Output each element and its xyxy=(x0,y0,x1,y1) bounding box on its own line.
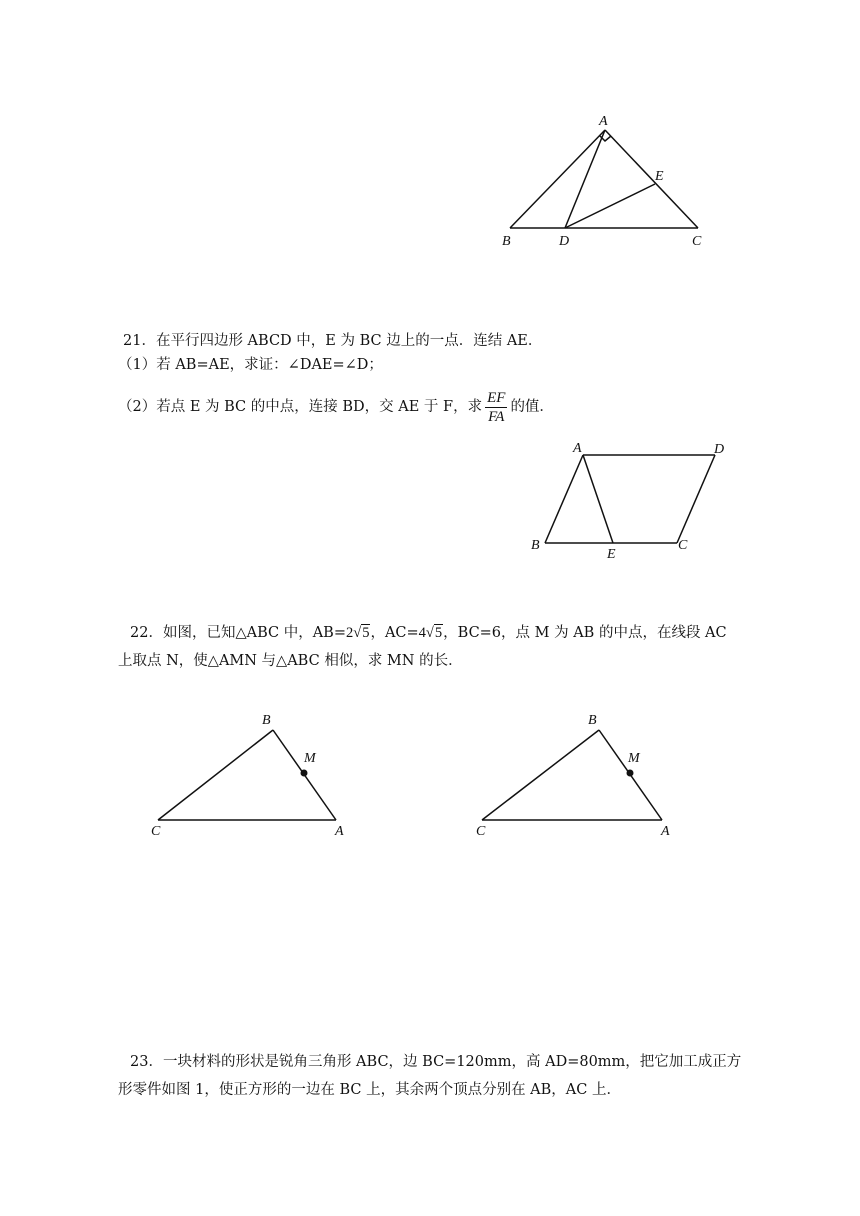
q22-line1 xyxy=(130,623,727,643)
q22-post: ，BC=6，点 M 为 AB 的中点，在线段 AC xyxy=(443,625,727,641)
figure-parallelogram-abcd xyxy=(525,437,735,562)
segment-ac xyxy=(605,130,698,228)
ac-radicand: 5 xyxy=(434,625,443,641)
q21-part2 xyxy=(118,384,554,430)
segment-ae xyxy=(583,455,613,543)
segment-de xyxy=(565,184,655,228)
q21-part2-pre: （2）若点 E 为 BC 的中点，连接 BD，交 AE 于 F，求 xyxy=(118,399,483,415)
point-m xyxy=(301,770,308,777)
label-m: M xyxy=(628,751,640,766)
point-m xyxy=(627,770,634,777)
segment-cb xyxy=(158,730,273,820)
q21-part2-post: 的值． xyxy=(510,399,554,415)
ac-coefficient: 4 xyxy=(418,625,426,641)
label-b: B xyxy=(531,538,540,553)
label-e: E xyxy=(607,547,616,562)
fraction-ef-fa xyxy=(485,389,507,426)
label-a: A xyxy=(599,114,608,129)
right-angle-mark xyxy=(600,136,611,141)
label-e: E xyxy=(655,169,664,184)
label-a: A xyxy=(661,824,670,839)
fraction-denominator: FA xyxy=(488,408,505,425)
label-c: C xyxy=(678,538,688,553)
q23-line2: 形零件如图 1，使正方形的一边在 BC 上，其余两个顶点分别在 AB，AC 上． xyxy=(118,1082,621,1098)
label-a: A xyxy=(573,441,582,456)
label-a: A xyxy=(335,824,344,839)
segment-ab xyxy=(545,455,583,543)
label-b: B xyxy=(502,234,511,249)
figure-triangle-abc-de xyxy=(495,108,715,253)
label-c: C xyxy=(692,234,702,249)
q22-line2: 上取点 N，使△AMN 与△ABC 相似，求 MN 的长． xyxy=(118,653,463,669)
figure-triangle-right xyxy=(472,708,682,843)
ab-coefficient: 2 xyxy=(345,625,354,641)
q22-pre: 22．如图，已知△ABC 中，AB= xyxy=(130,625,346,641)
ab-radicand: 5 xyxy=(362,625,370,641)
segment-ab xyxy=(510,130,605,228)
q22-mid: ，AC= xyxy=(370,625,419,641)
q21-title: 21．在平行四边形 ABCD 中，E 为 BC 边上的一点．连结 AE． xyxy=(123,333,543,349)
label-b: B xyxy=(262,713,271,728)
label-c: C xyxy=(476,824,486,839)
q21-part1: （1）若 AB=AE，求证：∠DAE=∠D； xyxy=(118,357,383,373)
q23-line1: 23．一块材料的形状是锐角三角形 ABC，边 BC=120mm，高 AD=80mm，把它加工成正方 xyxy=(130,1054,742,1070)
segment-dc xyxy=(677,455,715,543)
segment-cb xyxy=(482,730,599,820)
label-c: C xyxy=(151,824,161,839)
fraction-numerator: EF xyxy=(487,389,506,406)
label-b: B xyxy=(588,713,597,728)
figure-triangle-left xyxy=(148,708,358,843)
label-m: M xyxy=(304,751,316,766)
label-d: D xyxy=(714,442,725,457)
sqrt-ab: 2√5 xyxy=(345,625,370,641)
segment-ad xyxy=(565,130,605,228)
label-d: D xyxy=(559,234,570,249)
sqrt-ac: 4√5 xyxy=(418,625,443,641)
